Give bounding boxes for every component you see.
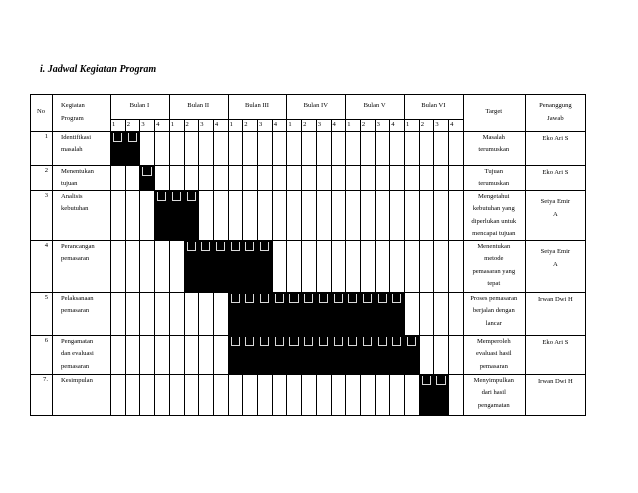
schedule-bar-cell — [125, 131, 140, 165]
row-penanggung-jawab — [525, 133, 586, 146]
row-kegiatan-line: Kesimpulan — [61, 376, 93, 384]
row-kegiatan — [61, 191, 110, 216]
schedule-bar-cell — [316, 292, 331, 335]
row-penanggung-jawab — [525, 196, 586, 221]
row-target-line: dari hasil — [481, 389, 506, 397]
schedule-bar-cell — [213, 240, 228, 292]
schedule-table — [30, 94, 586, 416]
row-penanggung-jawab-line: Setya Emir — [540, 248, 571, 255]
schedule-bar-cell — [375, 335, 390, 374]
schedule-bar-cell — [110, 131, 125, 165]
schedule-bar-cell — [228, 335, 243, 374]
header-week: 2 — [303, 120, 307, 128]
row-target-line: Menentukan — [477, 242, 511, 250]
schedule-bar-cell — [331, 292, 346, 335]
schedule-bar-cell — [316, 335, 331, 374]
row-target-line: Memperoleh — [476, 337, 511, 345]
row-target-line: pemasaran yang — [472, 267, 516, 275]
header-month: Bulan VI — [421, 102, 446, 110]
row-target — [463, 336, 525, 374]
schedule-bar-cell — [375, 292, 390, 335]
col-line-week — [433, 119, 434, 416]
schedule-bar-cell — [228, 292, 243, 335]
row-no: 4 — [44, 242, 48, 250]
header-week: 2 — [361, 120, 366, 128]
row-penanggung-jawab-line: Setya Emir — [540, 198, 571, 205]
header-penanggung-jawab-line: Penanggung — [539, 102, 572, 109]
schedule-bar-cell — [301, 335, 316, 374]
header-week: 2 — [420, 120, 424, 128]
row-target-line: evaluasi hasil — [475, 350, 512, 358]
schedule-bar-cell — [360, 292, 375, 335]
header-week: 2 — [185, 120, 189, 128]
row-no: 2 — [44, 167, 48, 175]
schedule-bar-cell — [242, 240, 257, 292]
row-no: 7. — [43, 376, 48, 384]
schedule-bar-cell — [331, 335, 346, 374]
header-kegiatan-line: Program — [61, 114, 84, 122]
header-month: Bulan V — [363, 102, 386, 110]
header-month: Bulan II — [187, 102, 210, 110]
row-target — [463, 241, 525, 291]
schedule-bar-cell — [301, 292, 316, 335]
row-penanggung-jawab — [525, 167, 586, 180]
header-kegiatan-line: Kegiatan — [61, 102, 85, 109]
row-kegiatan-line: masalah — [61, 146, 83, 154]
schedule-bar-cell — [433, 374, 448, 416]
row-target-line: Menyimpulkan — [473, 376, 514, 384]
schedule-bar-cell — [286, 292, 301, 335]
row-kegiatan-line: Menentukan — [61, 167, 94, 175]
row-kegiatan-line: pemasaran — [61, 255, 90, 263]
row-no: 1 — [44, 133, 48, 141]
row-target-line: lancar — [485, 319, 502, 327]
schedule-bar-cell — [184, 190, 199, 240]
row-target-line: Tujuan — [484, 167, 504, 175]
header-week: 3 — [259, 120, 263, 128]
row-target — [463, 191, 525, 241]
header-week: 4 — [332, 120, 336, 128]
header-kegiatan — [61, 100, 110, 125]
header-month: Bulan I — [129, 102, 150, 110]
row-kegiatan-line: Pelaksanaan — [61, 294, 94, 302]
schedule-bar-cell — [198, 240, 213, 292]
schedule-bar-cell — [169, 190, 184, 240]
header-week: 4 — [214, 120, 219, 128]
header-week: 2 — [126, 120, 130, 128]
row-penanggung-jawab-line: Irwan Dwi H — [537, 296, 573, 303]
row-target-line: Mengetahui — [478, 192, 510, 200]
schedule-bar-cell — [345, 292, 360, 335]
header-week: 3 — [200, 120, 204, 128]
row-kegiatan-line: Pengamatan — [61, 337, 94, 345]
row-no: 3 — [44, 192, 48, 200]
row-target-line: mencapai tujuan — [472, 230, 516, 238]
row-kegiatan-line: Identifikasi — [61, 133, 92, 141]
header-week: 1 — [406, 120, 410, 128]
header-week: 3 — [317, 120, 322, 128]
row-target-line: diperlukan untuk — [471, 217, 517, 225]
row-kegiatan — [61, 375, 110, 388]
schedule-bar-cell — [242, 335, 257, 374]
row-penanggung-jawab-line: A — [553, 210, 558, 218]
row-penanggung-jawab-line: A — [553, 260, 558, 268]
row-target — [463, 293, 525, 331]
row-target-line: terumuskan — [478, 146, 510, 154]
row-penanggung-jawab-line: Eko Ari S — [542, 169, 569, 176]
row-penanggung-jawab — [525, 376, 586, 389]
schedule-bar-cell — [389, 335, 404, 374]
schedule-bar-cell — [257, 335, 272, 374]
row-penanggung-jawab — [525, 337, 586, 350]
schedule-bar-cell — [257, 292, 272, 335]
row-kegiatan-line: Analisis — [61, 192, 83, 200]
row-target-line: Proses pemasaran — [470, 294, 518, 302]
row-kegiatan — [61, 132, 110, 157]
header-week: 4 — [156, 120, 160, 128]
row-kegiatan-line: tujuan — [61, 180, 78, 188]
row-target-line: Masalah — [482, 133, 505, 141]
schedule-bar-cell — [404, 335, 419, 374]
row-penanggung-jawab-line: Eko Ari S — [542, 135, 569, 142]
schedule-bar-cell — [184, 240, 199, 292]
row-no: 5 — [44, 294, 48, 302]
row-penanggung-jawab — [525, 294, 586, 307]
row-kegiatan — [61, 166, 110, 191]
border-bottom — [30, 415, 586, 416]
header-penanggung-jawab — [525, 100, 586, 125]
row-target — [463, 166, 525, 191]
header-week: 3 — [376, 120, 380, 128]
schedule-bar-cell — [272, 335, 287, 374]
schedule-bar-cell — [389, 292, 404, 335]
row-target — [463, 132, 525, 157]
header-week: 4 — [391, 120, 395, 128]
schedule-bar-cell — [272, 292, 287, 335]
col-line-week — [154, 119, 155, 416]
header-week: 1 — [347, 120, 351, 128]
header-month: Bulan IV — [303, 102, 328, 110]
header-week: 2 — [244, 120, 248, 128]
row-kegiatan-line: Perancangan — [61, 242, 95, 250]
row-penanggung-jawab-line: Eko Ari S — [542, 339, 569, 346]
schedule-bar-cell — [139, 165, 154, 190]
schedule-bar-cell — [242, 292, 257, 335]
col-line-month — [169, 94, 170, 416]
header-week: 1 — [288, 120, 292, 128]
header-week: 4 — [450, 120, 454, 128]
schedule-bar-cell — [228, 240, 243, 292]
schedule-bar-cell — [345, 335, 360, 374]
row-kegiatan — [61, 336, 110, 374]
header-target: Target — [485, 108, 503, 116]
section-heading: i. Jadwal Kegiatan Program — [40, 64, 157, 75]
row-target-line: terumuskan — [478, 180, 510, 188]
header-penanggung-jawab-line: Jawab — [547, 114, 564, 122]
row-penanggung-jawab-line: Irwan Dwi H — [537, 378, 573, 385]
row-target-line: metode — [484, 255, 504, 263]
row-kegiatan-line: pemasaran — [61, 307, 90, 315]
row-penanggung-jawab — [525, 246, 586, 271]
col-line-week — [448, 119, 449, 416]
row-no: 6 — [44, 337, 48, 345]
row-kegiatan — [61, 241, 110, 266]
header-week: 4 — [273, 120, 277, 128]
header-no: No — [36, 108, 46, 116]
schedule-bar-cell — [419, 374, 434, 416]
row-target-line: berjalan dengan — [472, 307, 515, 315]
header-week: 1 — [112, 120, 116, 128]
header-week: 1 — [170, 120, 175, 128]
schedule-bar-cell — [360, 335, 375, 374]
row-target-line: tepat — [487, 280, 501, 288]
row-kegiatan — [61, 293, 110, 318]
schedule-bar-cell — [154, 190, 169, 240]
schedule-bar-cell — [286, 335, 301, 374]
header-week: 1 — [229, 120, 233, 128]
row-kegiatan-line: kebutuhan — [61, 205, 89, 213]
row-kegiatan-line: pemasaran — [61, 362, 90, 370]
row-target — [463, 375, 525, 413]
header-month: Bulan III — [244, 102, 269, 110]
header-week: 3 — [435, 120, 439, 128]
row-target-line: kebutuhan yang — [472, 205, 515, 213]
row-target-line: pemasaran — [479, 362, 508, 370]
row-target-line: pengamatan — [477, 401, 510, 409]
row-kegiatan-line: dan evaluasi — [61, 350, 94, 358]
schedule-bar-cell — [257, 240, 272, 292]
header-week: 3 — [141, 120, 145, 128]
col-line-no — [52, 94, 53, 416]
